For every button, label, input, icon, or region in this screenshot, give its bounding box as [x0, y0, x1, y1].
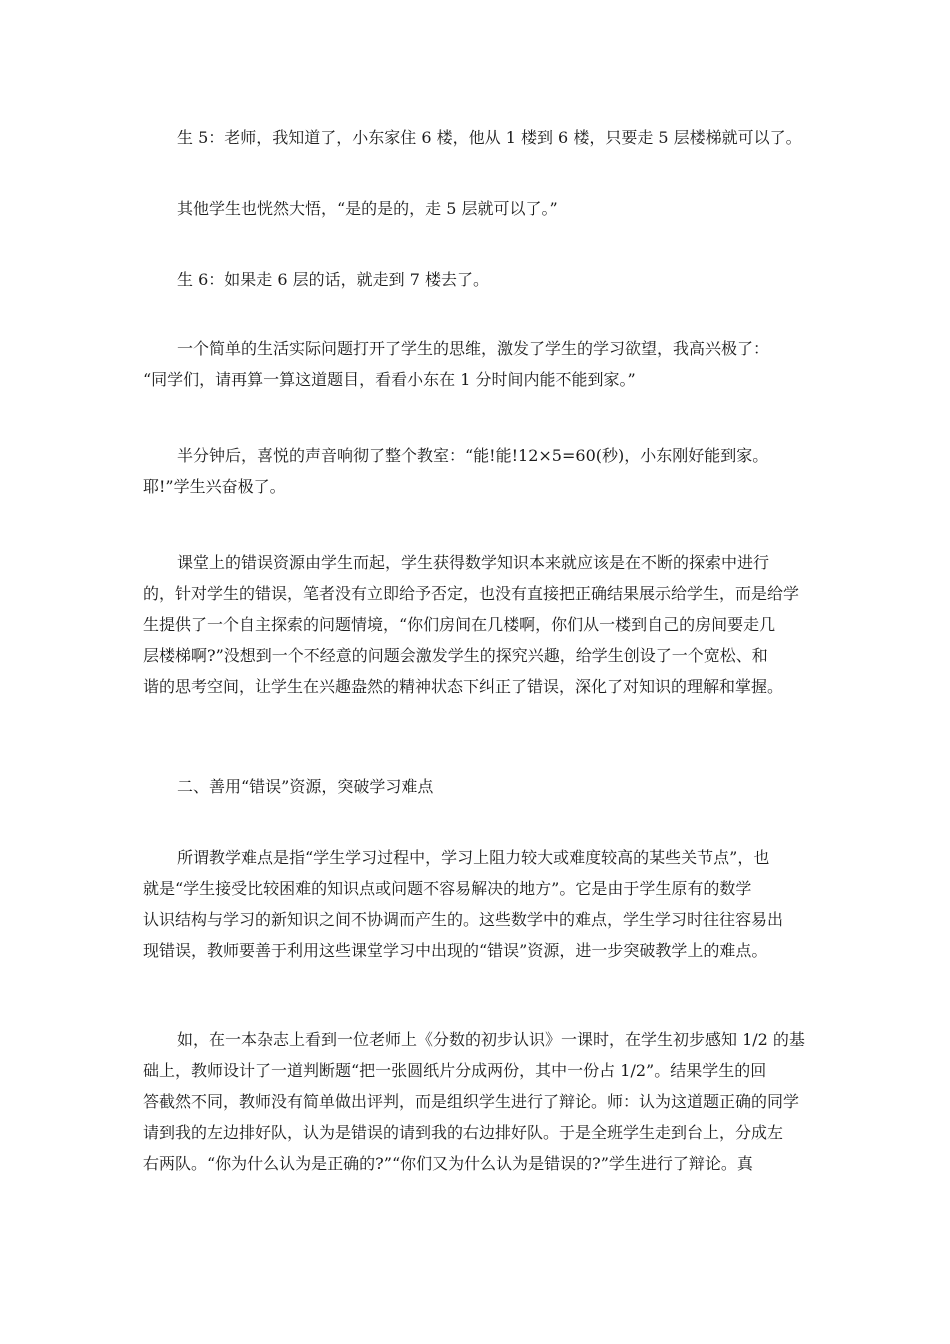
text-line: “同学们，请再算一算这道题目，看看小东在 1 分时间内能不能到家。”: [143, 370, 636, 389]
text-line: 如，在一本杂志上看到一位老师上《分数的初步认识》一课时，在学生初步感知 1/2 的基: [177, 1030, 805, 1049]
text-line: 课堂上的错误资源由学生而起，学生获得数学知识本来就应该是在不断的探索中进行: [177, 553, 770, 572]
text-line: 的，针对学生的错误，笔者没有立即给予否定，也没有直接把正确结果展示给学生，而是给学: [143, 584, 800, 603]
text-line: 请到我的左边排好队，认为是错误的请到我的右边排好队。于是全班学生走到台上，分成左: [143, 1123, 784, 1142]
text-line: 谐的思考空间，让学生在兴趣盎然的精神状态下纠正了错误，深化了对知识的理解和掌握。: [143, 677, 784, 696]
text-line: 生提供了一个自主探索的问题情境，“你们房间在几楼啊，你们从一楼到自己的房间要走几: [143, 615, 776, 634]
text-line: 础上，教师设计了一道判断题“把一张圆纸片分成两份，其中一份占 1/2”。结果学生的回: [143, 1061, 767, 1080]
paragraph-fraction-example: [143, 1024, 811, 1179]
section-heading-text: 二、善用“错误”资源，突破学习难点: [177, 777, 434, 796]
paragraph-student-5: [143, 122, 811, 153]
text-line: 生 6：如果走 6 层的话，就走到 7 楼去了。: [177, 270, 489, 289]
paragraph-student-6: [143, 264, 811, 295]
section-heading-2: [143, 771, 811, 802]
text-line: 右两队。“你为什么认为是正确的?”“你们又为什么认为是错误的?”学生进行了辩论。真: [143, 1154, 753, 1173]
paragraph-half-minute-later: [143, 440, 811, 502]
text-line: 其他学生也恍然大悟，“是的是的，走 5 层就可以了。”: [177, 199, 558, 218]
text-line: 层楼梯啊?”没想到一个不经意的问题会激发学生的探究兴趣，给学生创设了一个宽松、和: [143, 646, 768, 665]
text-line: 答截然不同，教师没有简单做出评判，而是组织学生进行了辩论。师：认为这道题正确的同学: [143, 1092, 800, 1111]
paragraph-others-realize: [143, 193, 811, 224]
paragraph-teaching-difficulty: [143, 842, 811, 966]
text-line: 生 5：老师，我知道了，小东家住 6 楼，他从 1 楼到 6 楼，只要走 5 层楼梯就可以了。: [177, 128, 802, 147]
text-line: 耶!”学生兴奋极了。: [143, 477, 286, 496]
text-line: 半分钟后，喜悦的声音响彻了整个教室：“能!能!12×5=60(秒)，小东刚好能到家。: [177, 446, 769, 465]
paragraph-real-life-problem: [143, 333, 811, 395]
text-line: 现错误，教师要善于利用这些课堂学习中出现的“错误”资源，进一步突破教学上的难点。: [143, 941, 768, 960]
text-line: 所谓教学难点是指“学生学习过程中，学习上阻力较大或难度较高的某些关节点”，也: [177, 848, 770, 867]
text-line: 就是“学生接受比较困难的知识点或问题不容易解决的地方”。它是由于学生原有的数学: [143, 879, 752, 898]
text-line: 一个简单的生活实际问题打开了学生的思维，激发了学生的学习欲望，我高兴极了：: [177, 339, 770, 358]
paragraph-error-resources: [143, 547, 811, 702]
text-line: 认识结构与学习的新知识之间不协调而产生的。这些数学中的难点，学生学习时往往容易出: [143, 910, 784, 929]
